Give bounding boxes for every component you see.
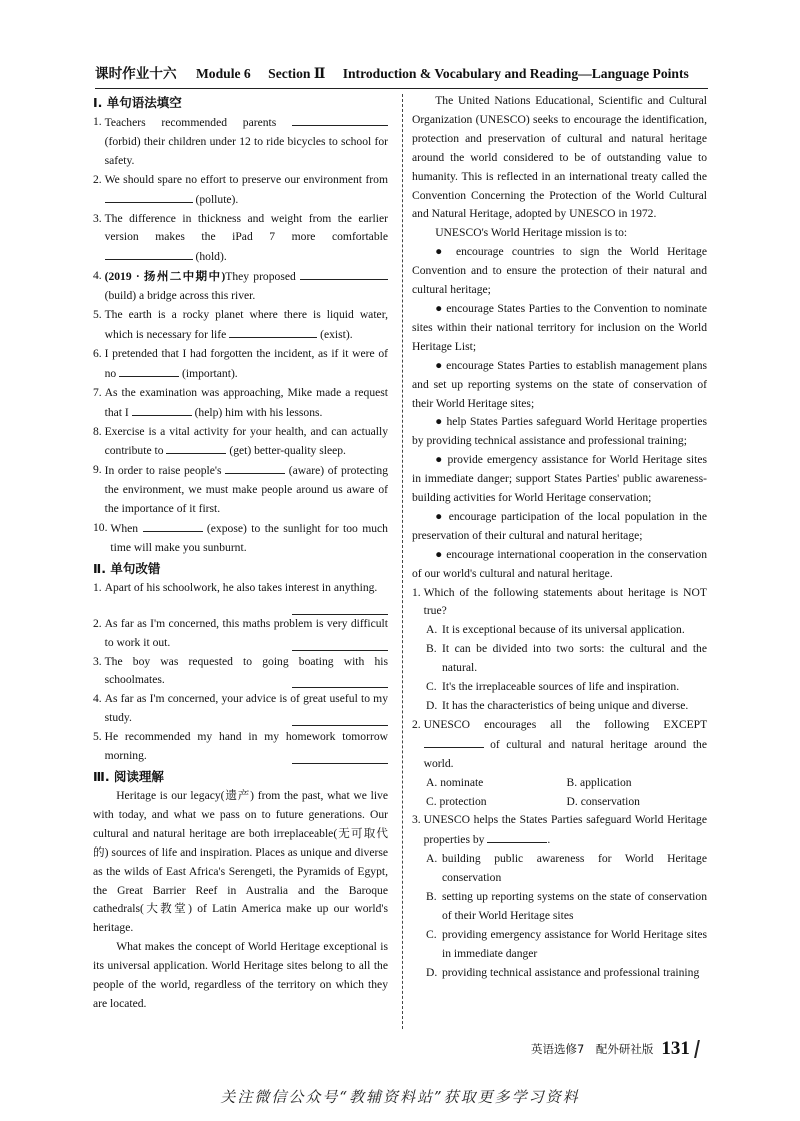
mission-bullet: ● help States Parties safeguard World Heritage properties by providing technical assistance and professional training; — [412, 415, 707, 448]
part1-title: Ⅰ. 单句语法填空 — [93, 95, 182, 110]
watermark-note: 关注微信公众号“教辅资料站”获取更多学习资料 — [220, 1088, 580, 1106]
topic-label: Introduction & Vocabulary and Reading—Language Points — [342, 66, 689, 81]
option[interactable]: C. It's the irreplaceable sources of life and inspiration. — [426, 680, 680, 694]
list-item: 5. He recommended my hand in my homework tomorrow morning. — [93, 730, 388, 763]
answer-blank[interactable] — [229, 325, 317, 338]
left-column — [93, 92, 388, 1014]
answer-blank[interactable] — [105, 247, 193, 260]
option[interactable]: D. conservation — [566, 794, 640, 808]
divider-slash — [694, 1040, 700, 1058]
list-item: 2. As far as I'm concerned, this maths problem is very difficult to work it out. — [93, 616, 388, 649]
page-footer — [531, 1036, 698, 1062]
answer-blank[interactable] — [166, 441, 226, 454]
part2-title: Ⅱ. 单句改错 — [93, 560, 161, 576]
option[interactable]: B. It can be divided into two sorts: the cultural and the natural. — [426, 642, 707, 675]
answer-line[interactable] — [292, 675, 388, 688]
column-divider — [402, 94, 403, 1029]
list-item: 4. As far as I'm concerned, your advice is of great useful to my study. — [93, 692, 388, 725]
module-label: Module 6 — [195, 66, 251, 81]
list-item: 8. Exercise is a vital activity for your health, and can actually contribute to (get) better-quality sleep. — [93, 424, 388, 458]
option[interactable]: A. It is exceptional because of its universal application. — [426, 623, 685, 637]
section-label: Section Ⅱ — [268, 66, 326, 81]
list-item: 4. (2019 · 扬州二中期中)They proposed (build) a bridge across this river. — [93, 267, 388, 306]
passage-paragraph: What makes the concept of World Heritage exceptional is its universal application. World Heritage sites belong to all the people of the world, regardless of the territory on which they are located. — [93, 940, 388, 1010]
list-item: 1. Teachers recommended parents (forbid) their children under 12 to ride bicycles to school for safety. — [93, 115, 388, 167]
answer-blank[interactable] — [132, 403, 192, 416]
option[interactable]: A. building public awareness for World Heritage conservation — [426, 852, 707, 885]
answer-line[interactable] — [292, 751, 388, 764]
option[interactable]: C. providing emergency assistance for World Heritage sites in immediate danger — [426, 927, 707, 960]
answer-blank[interactable] — [119, 364, 179, 377]
mission-bullet: ● encourage countries to sign the World Heritage Convention and to ensure the protection of their natural and cultural heritage; — [412, 245, 707, 297]
mission-bullet: ● encourage States Parties to establish management plans and set up reporting systems on the state of conservation of their World Heritage sites; — [412, 358, 707, 410]
question: 2. UNESCO encourages all the following EXCEPT of cultural and natural heritage around the world. — [412, 717, 707, 770]
lesson-title: 课时作业十六 — [95, 66, 177, 81]
mission-bullet: ● encourage international cooperation in the conservation of our world's cultural and natural heritage. — [412, 547, 707, 580]
option-row — [412, 774, 707, 793]
list-item: 3. The boy was requested to going boating with his schoolmates. — [93, 654, 388, 687]
answer-blank[interactable] — [225, 461, 285, 474]
list-item: 6. I pretended that I had forgotten the incident, as if it were of no (important). — [93, 346, 388, 380]
list-item: 5. The earth is a rocky planet where there is liquid water, which is necessary for life (exist). — [93, 308, 388, 341]
answer-blank[interactable] — [143, 519, 203, 532]
option[interactable]: D. It has the characteristics of being unique and diverse. — [426, 699, 689, 712]
answer-line[interactable] — [292, 713, 388, 726]
option[interactable]: C. protection — [426, 794, 487, 808]
passage-paragraph: Heritage is our legacy(遗产) from the past, what we live with today, and what we pass on to future generations. Our cultural and natural heritage are both irreplaceable(无可取代的) sources of life and inspiration. Places as unique and diverse as the wilds of East Africa's Serengeti, the Pyramids of Egypt, the Great Barrier Reef in Australia and the Baroque cathedrals(大教堂) of Latin America make up our world's heritage. — [93, 789, 388, 935]
option[interactable]: B. application — [566, 775, 632, 789]
answer-blank[interactable] — [487, 830, 547, 843]
list-item: 7. As the examination was approaching, Mike made a request that I (help) him with his lessons. — [93, 385, 388, 419]
passage-paragraph: The United Nations Educational, Scientific and Cultural Organization (UNESCO) seeks to encourage the identification, protection and preservation of cultural and natural heritage around the world considered to be of outstanding value to humanity. This is reflected in an international treaty called the Convention Concerning the Protection of the World Cultural and Natural Heritage, adopted by UNESCO in 1972. — [412, 94, 707, 221]
answer-blank[interactable] — [300, 267, 388, 280]
list-item: 9. In order to raise people's (aware) of protecting the environment, we must make people around us aware of the importance of it first. — [93, 463, 389, 516]
option[interactable]: D. providing technical assistance and professional training — [426, 965, 700, 979]
list-item: 3. The difference in thickness and weight from the earlier version makes the iPad 7 more comfortable (hold). — [93, 211, 388, 264]
right-column — [412, 92, 707, 983]
question: 1. Which of the following statements about heritage is NOT true? — [412, 585, 707, 618]
question: 3. UNESCO helps the States Parties safeguard World Heritage properties by . — [412, 813, 707, 847]
list-item: 1. Apart of his schoolwork, he also takes interest in anything. — [93, 579, 388, 615]
answer-blank[interactable] — [292, 113, 388, 126]
mission-bullet: ● encourage participation of the local population in the preservation of their cultural and natural heritage; — [412, 509, 707, 542]
answer-blank[interactable] — [105, 190, 193, 203]
page-number: 131 — [661, 1038, 690, 1059]
option-row — [412, 793, 707, 812]
option[interactable]: B. setting up reporting systems on the state of conservation of their World Heritage sites — [426, 890, 707, 922]
mission-bullet: ● provide emergency assistance for World Heritage sites in immediate danger; support States Parties' public awareness-building activities for World Heritage conservation; — [412, 453, 707, 505]
list-item: 2. We should spare no effort to preserve our environment from (pollute). — [93, 172, 388, 206]
source-tag: (2019 · 扬州二中期中) — [104, 270, 226, 284]
list-item: 10. When (expose) to the sunlight for too much time will make you sunburnt. — [93, 521, 388, 554]
option[interactable]: A. nominate — [426, 775, 484, 789]
part3-title: Ⅲ. 阅读理解 — [93, 769, 164, 784]
answer-blank[interactable] — [424, 735, 484, 748]
answer-line[interactable] — [292, 602, 388, 615]
mission-bullet: ● encourage States Parties to the Convention to nominate sites within their national territory for inclusion on the World Heritage List; — [412, 301, 707, 353]
answer-line[interactable] — [292, 638, 388, 651]
passage-paragraph: UNESCO's World Heritage mission is to: — [435, 226, 628, 240]
book-title: 英语选修7 配外研社版 — [531, 1042, 654, 1056]
page-header — [95, 62, 708, 89]
